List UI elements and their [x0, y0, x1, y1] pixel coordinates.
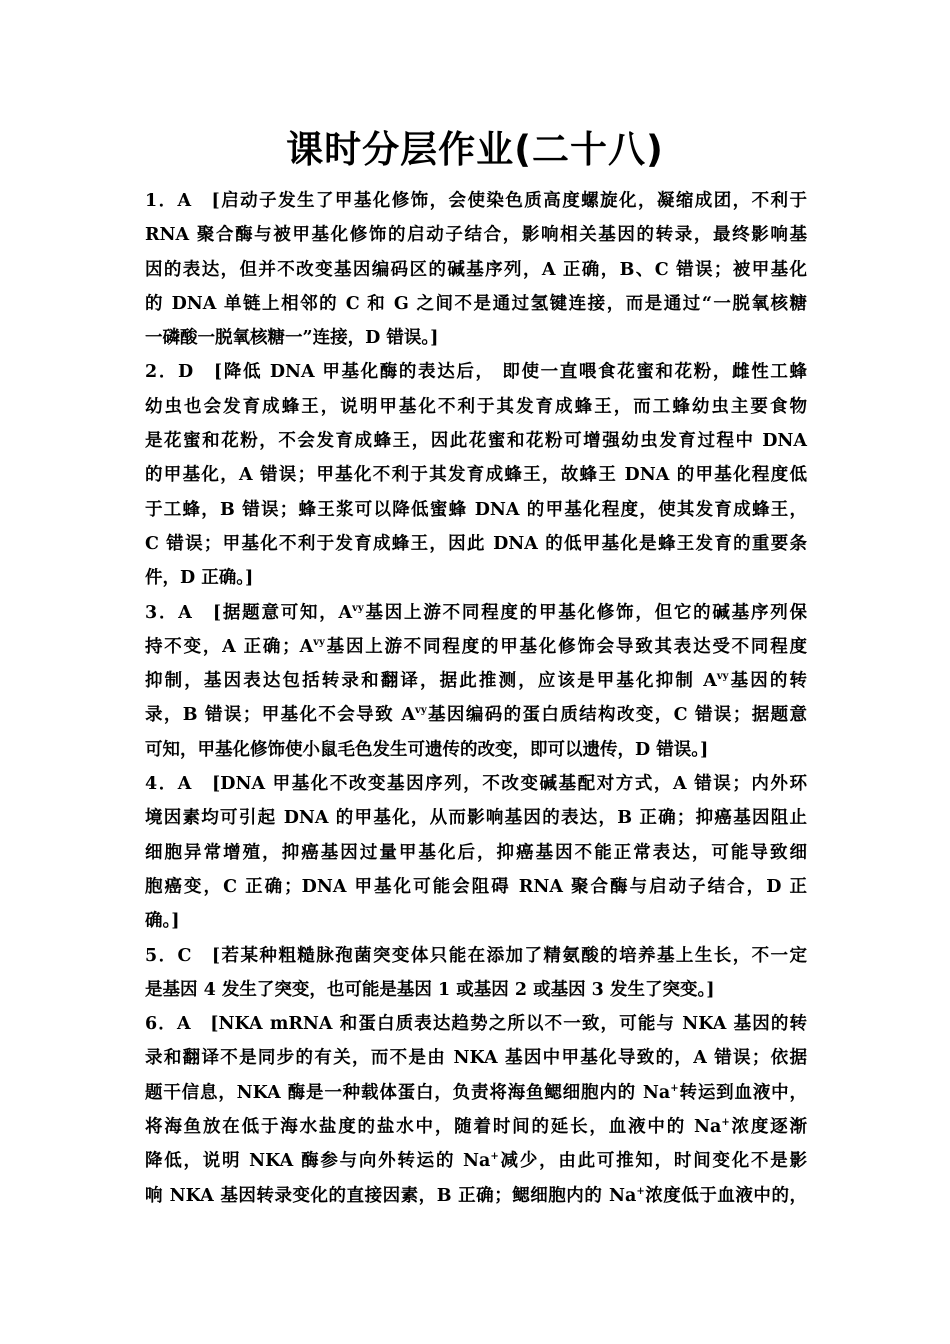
- answer-line: 持不变，A 正确；$A^{vy}$基因上游不同程度的甲基化修饰会导致其表达受不同程度: [145, 636, 808, 657]
- answer-line: 题干信息，NKA 酶是一种载体蛋白，负责将海鱼鳃细胞内的 Na+转运到血液中，: [145, 1082, 808, 1103]
- answer-item-4: [145, 767, 807, 938]
- answer-item-2: [145, 355, 807, 595]
- answer-item-3: [145, 596, 807, 767]
- answer-item-6: [145, 1007, 807, 1213]
- answer-line: 抑制，基因表达包括转录和翻译，据此推测，应该是甲基化抑制 $A^{vy}$基因的转: [145, 671, 808, 692]
- answer-line: 4．A [DNA 甲基化不改变基因序列，不改变碱基配对方式，A 错误；内外环: [145, 774, 807, 795]
- answer-item-5: [145, 939, 807, 1008]
- answer-line: 确。]: [145, 911, 180, 932]
- page-title: 课时分层作业(二十八): [286, 128, 664, 171]
- answer-line: 的甲基化，A 错误；甲基化不利于其发育成蜂王，故蜂王 DNA 的甲基化程度低: [145, 465, 807, 486]
- answer-line: 可知，甲基化修饰使小鼠毛色发生可遗传的改变，即可以遗传，D 错误。]: [145, 739, 709, 760]
- answer-line: 5．C [若某种粗糙脉孢菌突变体只能在添加了精氨酸的培养基上生长，不一定: [145, 945, 807, 966]
- answer-line: 因的表达，但并不改变基因编码区的碱基序列，A 正确，B、C 错误；被甲基化: [145, 259, 807, 280]
- answer-item-1: [145, 184, 807, 355]
- answer-line: 的 DNA 单链上相邻的 C 和 G 之间不是通过氢键连接，而是通过“一脱氧核糖: [145, 293, 807, 314]
- answer-line: 录和翻译不是同步的有关，而不是由 NKA 基因中甲基化导致的，A 错误；依据: [145, 1048, 807, 1069]
- answer-line: 响 NKA 基因转录变化的直接因素，B 正确；鳃细胞内的 Na+浓度低于血液中的，: [145, 1185, 807, 1206]
- answer-line: 是基因 4 发生了突变，也可能是基因 1 或基因 2 或基因 3 发生了突变。]: [145, 979, 715, 1000]
- answer-line: 境因素均可引起 DNA 的甲基化，从而影响基因的表达，B 正确；抑癌基因阻止: [145, 808, 807, 829]
- answer-line: 2．D [降低 DNA 甲基化酶的表达后， 即使一直喂食花蜜和花粉，雌性工蜂: [145, 362, 807, 383]
- answer-line: 1．A [启动子发生了甲基化修饰，会使染色质高度螺旋化，凝缩成团，不利于: [145, 191, 807, 211]
- answer-line: 于工蜂，B 错误；蜂王浆可以降低蜜蜂 DNA 的甲基化程度，使其发育成蜂王，: [145, 499, 807, 520]
- answer-line: 一磷酸一脱氧核糖一”连接，D 错误。]: [145, 328, 439, 349]
- answer-line: 录，B 错误；甲基化不会导致 $A^{vy}$基因编码的蛋白质结构改变，C 错误；据题意: [145, 705, 807, 726]
- answer-line: 幼虫也会发育成蜂王，说明甲基化不利于其发育成蜂王，而工蜂幼虫主要食物: [145, 396, 807, 417]
- answer-line: 胞癌变，C 正确；DNA 甲基化可能会阻碍 RNA 聚合酶与启动子结合，D 正: [145, 876, 807, 897]
- answer-line: 是花蜜和花粉，不会发育成蜂王，因此花蜜和花粉可增强幼虫发育过程中 DNA: [145, 431, 807, 452]
- answer-line: RNA 聚合酶与被甲基化修饰的启动子结合，影响相关基因的转录，最终影响基: [145, 225, 807, 246]
- answer-line: 降低，说明 NKA 酶参与向外转运的 Na+减少，由此可推知，时间变化不是影: [145, 1151, 808, 1172]
- answer-line: C 错误；甲基化不利于发育成蜂王，因此 DNA 的低甲基化是蜂王发育的重要条: [145, 533, 807, 554]
- answer-line: 6．A [NKA mRNA 和蛋白质表达趋势之所以不一致，可能与 NKA 基因的转: [145, 1014, 807, 1035]
- answer-list: [145, 184, 807, 1213]
- answer-line: 将海鱼放在低于海水盐度的盐水中，随着时间的延长，血液中的 Na+浓度逐渐: [145, 1117, 807, 1138]
- answer-line: 3．A [据题意可知，$A^{vy}$基因上游不同程度的甲基化修饰，但它的碱基序列保: [145, 602, 807, 623]
- answer-line: 细胞异常增殖，抑癌基因过量甲基化后，抑癌基因不能正常表达，可能导致细: [145, 842, 807, 863]
- answer-line: 件，D 正确。]: [145, 568, 254, 589]
